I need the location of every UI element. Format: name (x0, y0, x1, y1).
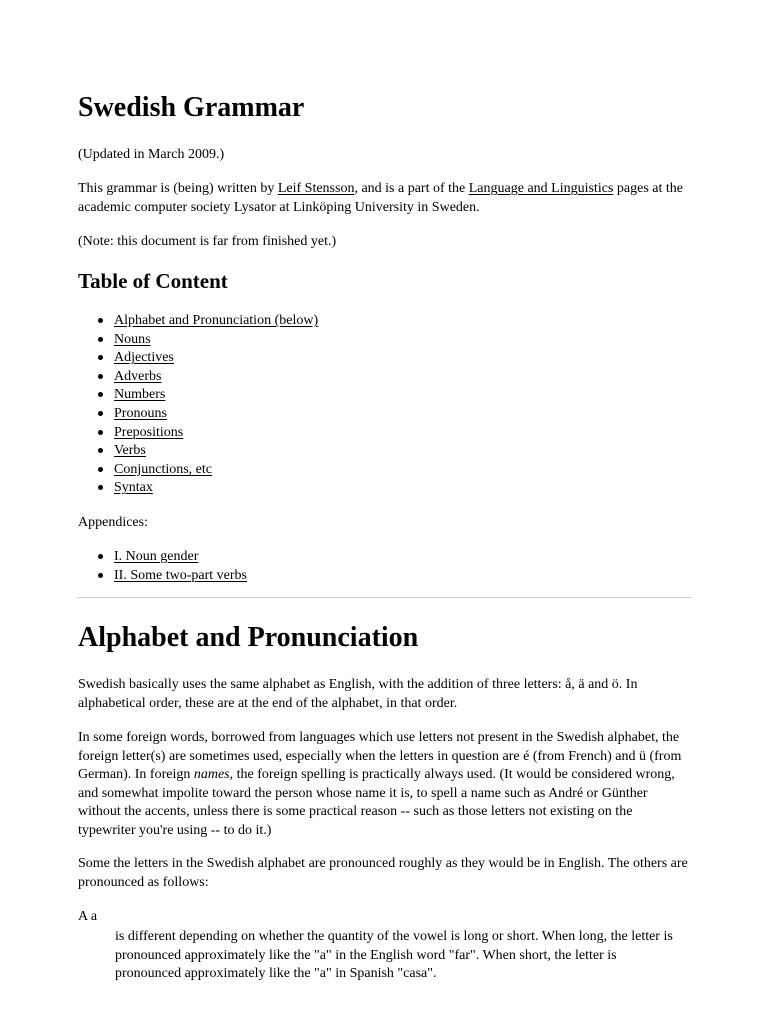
toc-item (78, 442, 318, 461)
appendix-link-noun-gender[interactable]: I. Noun gender (114, 549, 199, 564)
toc-link-numbers[interactable]: Numbers (114, 387, 166, 403)
toc-link-pronouns[interactable]: Pronouns (114, 405, 167, 421)
toc-link-syntax[interactable]: Syntax (114, 480, 153, 496)
letter-term-a: A a (78, 909, 98, 924)
appendix-link-two-part-verbs[interactable]: II. Some two-part verbs (114, 567, 247, 583)
alphabet-heading: Alphabet and Pronunciation (78, 622, 419, 653)
toc-item (78, 312, 318, 331)
toc-link-nouns[interactable]: Nouns (114, 331, 151, 347)
toc-item (78, 479, 318, 498)
intro-paragraph (78, 180, 693, 217)
toc-link-adjectives[interactable]: Adjectives (114, 350, 174, 366)
toc-link-adverbs[interactable]: Adverbs (114, 368, 162, 384)
toc-item (78, 405, 318, 424)
alphabet-paragraph-2 (78, 729, 693, 840)
toc-link-verbs[interactable]: Verbs (114, 443, 146, 459)
page-title: Swedish Grammar (78, 92, 305, 123)
toc-list (78, 312, 318, 498)
toc-link-alphabet[interactable]: Alphabet and Pronunciation (below) (114, 313, 319, 328)
toc-item (78, 424, 318, 443)
intro-text-3: pages at the academic computer society Lysator at Linköping University in Sweden. (78, 181, 683, 215)
alphabet-paragraph-3: Some the letters in the Swedish alphabet are pronounced roughly as they would be in English. The others are pronounced as follows: (78, 856, 688, 890)
intro-text-1: This grammar is (being) written by (78, 181, 278, 196)
intro-text-2: , and is a part of the (354, 181, 469, 196)
alphabet-paragraph-1: Swedish basically uses the same alphabet as English, with the addition of three letters: å, ä and ö. In alphabetical order, these are at the end of the alphabet, in that order. (78, 677, 638, 711)
toc-item (78, 368, 318, 387)
toc-item (78, 461, 318, 480)
alphabet-paragraph-2-text-b: , the foreign spelling is practically always used. (It would be considered wrong, and somewhat impolite toward the person whose name it is, to spell a name such as André or Günther without the accents, unless there is some practical reason -- such as those letters not existing on the typewriter you're using -- to do it.) (78, 767, 675, 838)
author-link[interactable]: Leif Stensson (277, 181, 355, 196)
alphabet-paragraph-2-text-a: In some foreign words, borrowed from languages which use letters not present in the Swedish alphabet, the foreign letter(s) are sometimes used, especially when the letters in question are é (from French) and ü (from German). In foreign (78, 730, 682, 782)
toc-link-conjunctions[interactable]: Conjunctions, etc (114, 461, 212, 477)
names-emphasis: names (193, 767, 230, 782)
toc-heading: Table of Content (78, 269, 228, 293)
appendix-item (78, 548, 247, 567)
language-linguistics-link[interactable]: Language and Linguistics (468, 181, 614, 196)
toc-link-prepositions[interactable]: Prepositions (114, 424, 184, 440)
updated-note: (Updated in March 2009.) (78, 147, 225, 162)
appendices-label: Appendices: (78, 515, 148, 530)
unfinished-note: (Note: this document is far from finished yet.) (78, 234, 337, 249)
toc-item (78, 386, 318, 405)
toc-item (78, 331, 318, 350)
toc-item (78, 349, 318, 368)
section-divider (78, 597, 692, 598)
appendix-item (78, 567, 247, 586)
letter-definition-a: is different depending on whether the quantity of the vowel is long or short. When long, the letter is pronounced approximately like the "a" in the English word "far". When short, the letter is pronounced approximately like the "a" in Spanish "casa". (115, 929, 673, 981)
appendices-list (78, 548, 247, 585)
